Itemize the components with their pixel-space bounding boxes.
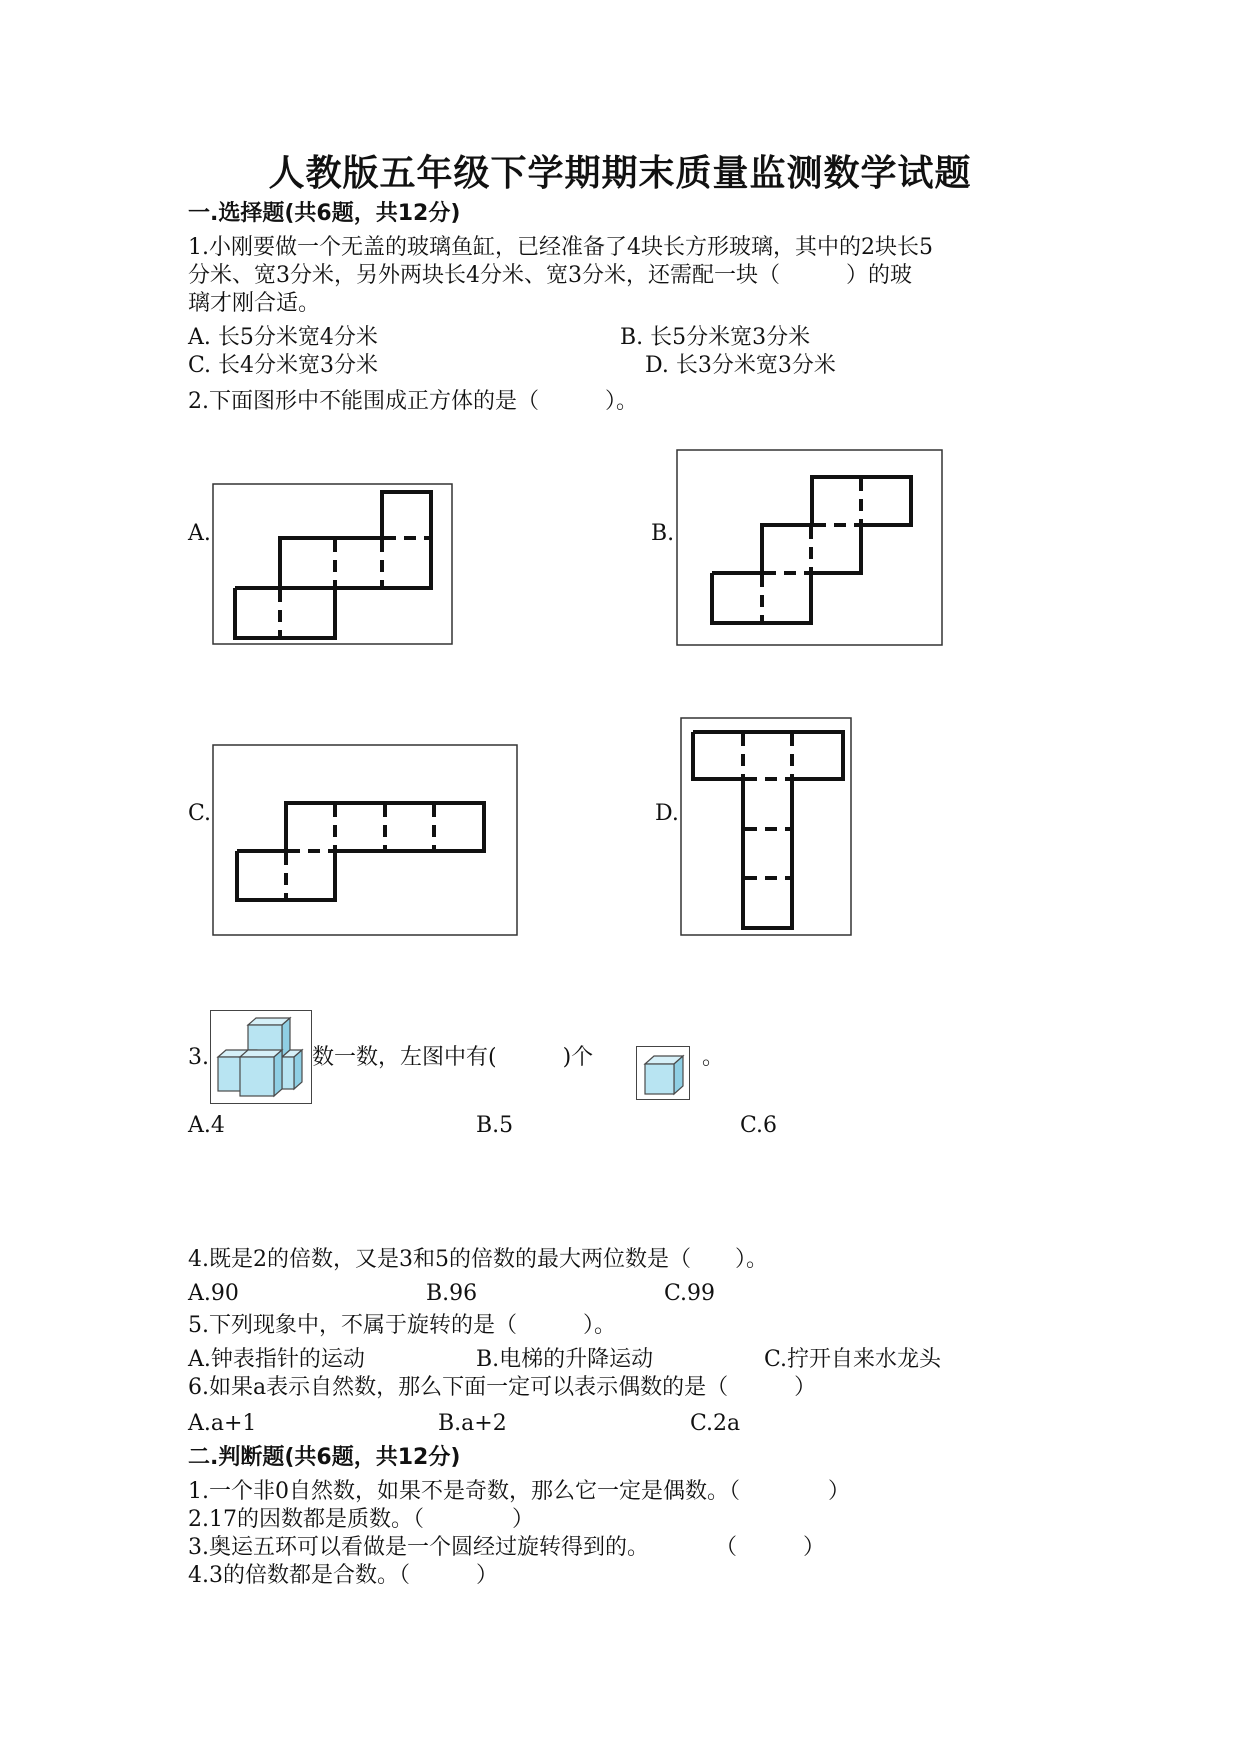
q4-text: 4.既是2的倍数，又是3和5的倍数的最大两位数是（ ）。 xyxy=(188,1247,768,1272)
q2-label-b: B. xyxy=(651,521,675,546)
q4-option-b: B.96 xyxy=(426,1281,478,1306)
q3-number: 3. xyxy=(188,1045,209,1070)
q6-text: 6.如果a表示自然数，那么下面一定可以表示偶数的是（ ） xyxy=(188,1375,817,1400)
q1-option-a: A. 长5分米宽4分米 xyxy=(188,325,378,350)
q1-option-c: C. 长4分米宽3分米 xyxy=(188,353,379,378)
section-heading-judgment: 二.判断题(共6题，共12分) xyxy=(188,1445,461,1470)
q3-option-b: B.5 xyxy=(476,1113,514,1138)
q3-option-a: A.4 xyxy=(188,1113,225,1138)
stacked-cubes-figure xyxy=(210,1010,312,1104)
q2-label-d: D. xyxy=(655,801,679,826)
q4-option-c: C.99 xyxy=(664,1281,716,1306)
q2-text: 2.下面图形中不能围成正方体的是（ ）。 xyxy=(188,389,638,414)
q3-text: 数一数，左图中有( )个 xyxy=(312,1045,594,1070)
q5-option-a: A.钟表指针的运动 xyxy=(188,1347,365,1372)
q1-text-line2: 分米、宽3分米，另外两块长4分米、宽3分米，还需配一块（ ）的玻 xyxy=(188,263,912,288)
q6-option-a: A.a+1 xyxy=(188,1411,257,1436)
q5-option-c: C.拧开自来水龙头 xyxy=(764,1347,942,1372)
q3-option-c: C.6 xyxy=(740,1113,778,1138)
q1-text-line3: 璃才刚合适。 xyxy=(188,291,321,316)
q2-label-a: A. xyxy=(188,521,211,546)
single-cube-icon xyxy=(636,1046,690,1100)
q5-option-b: B.电梯的升降运动 xyxy=(476,1347,654,1372)
q1-option-d: D. 长3分米宽3分米 xyxy=(645,353,836,378)
page-title: 人教版五年级下学期期末质量监测数学试题 xyxy=(268,153,972,194)
q3-suffix: 。 xyxy=(702,1045,725,1070)
q2-label-c: C. xyxy=(188,801,212,826)
q5-text: 5.下列现象中，不属于旋转的是（ ）。 xyxy=(188,1313,616,1338)
q1-text-line1: 1.小刚要做一个无盖的玻璃鱼缸，已经准备了4块长方形玻璃，其中的2块长5 xyxy=(188,235,933,260)
q6-option-c: C.2a xyxy=(690,1411,741,1436)
judgment-item-3: 3.奥运五环可以看做是一个圆经过旋转得到的。 （ ） xyxy=(188,1535,825,1560)
q1-option-b: B. 长5分米宽3分米 xyxy=(620,325,811,350)
judgment-item-4: 4.3的倍数都是合数。（ ） xyxy=(188,1563,498,1588)
judgment-item-2: 2.17的因数都是质数。（ ） xyxy=(188,1507,534,1532)
judgment-item-1: 1.一个非0自然数，如果不是奇数，那么它一定是偶数。（ ） xyxy=(188,1479,850,1504)
q6-option-b: B.a+2 xyxy=(438,1411,507,1436)
section-heading-choice: 一.选择题(共6题，共12分) xyxy=(188,201,461,226)
q4-option-a: A.90 xyxy=(188,1281,239,1306)
